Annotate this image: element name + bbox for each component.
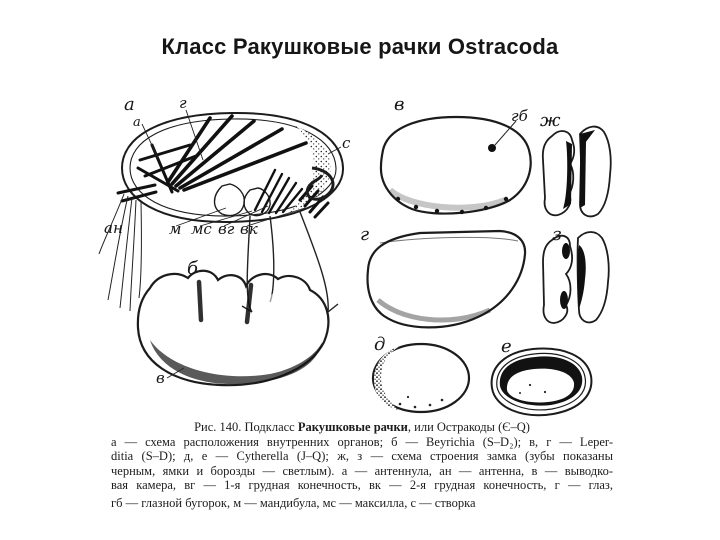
caption-heading-prefix: Рис. 140. Подкласс [194,420,298,434]
hinge-zh-left-tooth [563,141,572,209]
caption-line: а — схема расположения внутренних органов; б — Beyrichia (S–D₂); в, г — Leper- [111,434,613,449]
organ-label-vk: вк [240,220,258,238]
eye-tubercle-spot [488,144,496,152]
organ-label-vg: вг [218,220,235,238]
panel-label-b: б [187,258,198,279]
beyrichia-shadow-band [150,340,322,384]
caption-line: ditia (S–D); д, е — Cytherella (J–Q); ж, з — схема строения замка (зубы показаны [111,449,613,463]
organ-label-a: а [133,115,141,130]
shell-panel-v [381,94,531,214]
caption-line: черным, ямки и борозды — светлым). а — антеннула, ан — антенна, в — выводко- [111,463,613,478]
figure-caption [111,420,613,510]
organ-label-g: г [179,94,187,112]
valve-g-highlight [396,244,480,292]
page-title: Класс Ракушковые рачки Ostracoda [161,34,559,59]
caption-heading-bold: Ракушковые рачки [297,420,408,434]
shell-panel-e [492,336,592,415]
valve-v-highlight [412,136,488,190]
organ-label-ms: мс [191,220,212,238]
hinge-panel-zh [540,110,611,216]
appendage-tangle [118,145,196,201]
panel-label-z: з [552,224,562,245]
shell-panel-g [360,224,525,327]
appendage-fan [168,116,306,190]
panel-label-v: в [394,94,405,115]
panel-label-d: д [374,334,386,355]
beyrichia-panel-b [138,258,329,387]
anatomy-panel-a [99,94,351,312]
hinge-zh-right-tooth [580,140,586,208]
beyrichia-highlights [156,287,315,343]
valve-g-lower-shade [378,300,490,320]
panel-label-e: е [501,336,512,357]
organ-label-v: в [156,369,165,387]
valve-v-lower-shade [390,190,505,208]
hinge-panel-z [543,224,609,323]
valve-d-stipple [374,346,400,410]
valve-g-top-line [380,237,518,243]
caption-heading-suffix: , или Остракоды (Є–Q) [407,420,530,434]
hinge-z-left-tooth-top [562,243,570,259]
hinge-z-right-groove [578,245,586,309]
caption-line: вая камера, вг — 1-я грудная конечность, вк — 2-я грудная конечность, г — глаз, [111,478,613,492]
valve-e-core [507,369,574,403]
organ-label-an: ан [104,219,123,237]
caption-heading [111,420,613,435]
organ-label-gb: гб [511,107,528,125]
panel-label-a: а [124,94,135,115]
panel-label-g: г [360,224,370,245]
organ-label-m: м [169,220,182,238]
organ-label-s: с [342,134,351,152]
antennula-bristles [99,194,141,311]
shell-panel-d [373,334,469,412]
caption-line: гб — глазной бугорок, м — мандибула, мс — максилла, с — створка [111,495,476,510]
valve-d-dots [399,396,444,408]
panel-label-zh: ж [540,110,561,131]
shell-outline-outer [122,113,343,222]
hinge-z-left-tooth-bottom [560,291,568,309]
